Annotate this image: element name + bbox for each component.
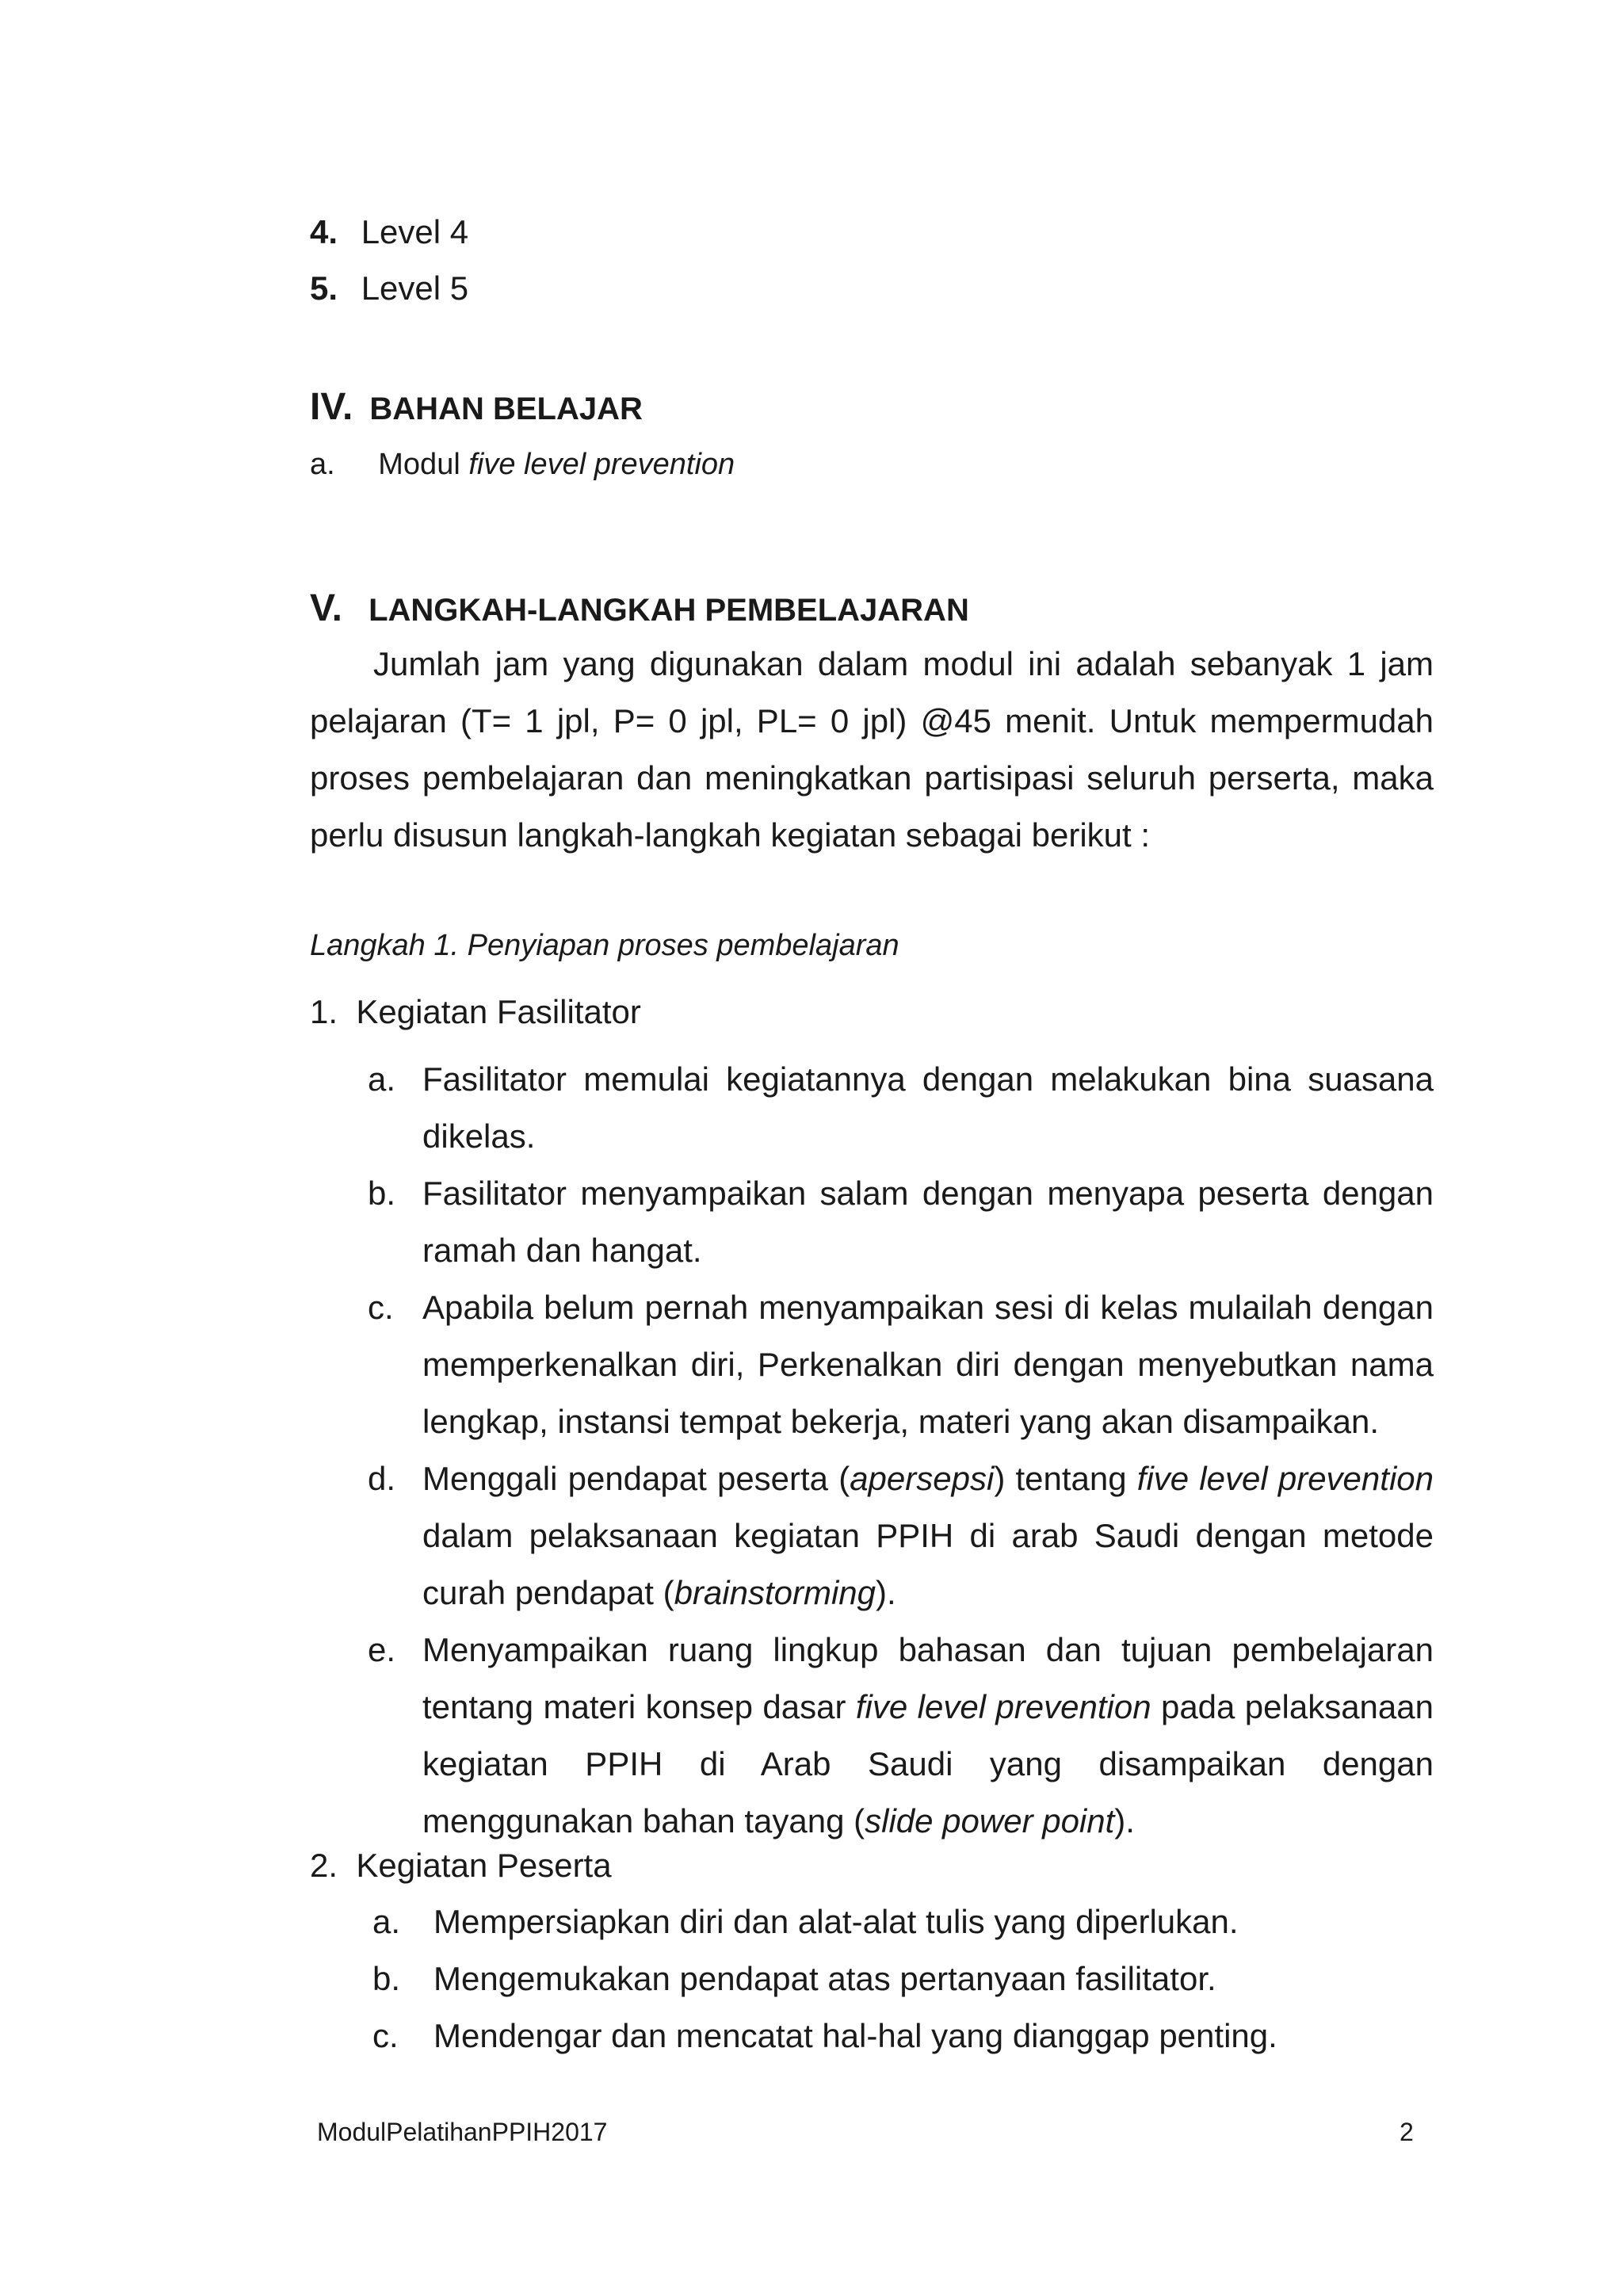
facilitator-item-a xyxy=(422,1051,1434,1165)
participant-item-a xyxy=(372,1903,1239,1940)
item-text: ) tentang xyxy=(994,1460,1137,1497)
item-letter: c. xyxy=(368,1289,394,1326)
item-letter: b. xyxy=(372,1960,401,1997)
step-title: Langkah 1. Penyiapan proses pembelajaran xyxy=(310,929,899,962)
item-text-italic: brainstorming xyxy=(674,1574,876,1611)
participant-item-b xyxy=(372,1960,1216,1997)
facilitator-heading: 1. Kegiatan Fasilitator xyxy=(310,993,641,1030)
item-text: Fasilitator memulai kegiatannya dengan melakukan bina suasana dikelas. xyxy=(422,1060,1434,1155)
paragraph-text: Jumlah jam yang digunakan dalam modul ini adalah sebanyak 1 jam pelajaran (T= 1 jpl, P= 0 jpl, PL= 0 jpl) @45 menit. Untuk mempermudah proses pembelajaran dan meningkatkan partisipasi seluruh perserta, maka perlu disusun langkah-langkah kegiatan sebagai berikut : xyxy=(310,645,1434,854)
item-text-italic: five level prevention xyxy=(855,1688,1151,1725)
item-text-italic: apersepsi xyxy=(850,1460,995,1497)
item-text: Menggali pendapat peserta ( xyxy=(422,1460,850,1497)
participant-item-c xyxy=(372,2017,1277,2054)
item-letter: c. xyxy=(372,2017,399,2054)
footer-title: ModulPelatihanPPIH2017 xyxy=(317,2118,608,2146)
item-text: Mempersiapkan diri dan alat-alat tulis yang diperlukan. xyxy=(433,1903,1239,1940)
item-letter: e. xyxy=(368,1631,396,1668)
section-v-paragraph xyxy=(310,636,1434,864)
section-numeral: V. xyxy=(310,587,342,629)
item-text: ). xyxy=(876,1574,896,1611)
section-numeral: IV. xyxy=(310,386,353,428)
item-letter: d. xyxy=(368,1460,396,1497)
section-title: BAHAN BELAJAR xyxy=(369,392,643,426)
item-letter: a. xyxy=(310,448,335,481)
facilitator-item-c xyxy=(422,1279,1434,1450)
item-text: pada pelaksanaan kegiatan PPIH di Arab Saudi yang disampaikan dengan menggunakan bahan tayang ( xyxy=(422,1688,1434,1839)
item-text: Modul xyxy=(378,448,469,481)
item-text: Mendengar dan mencatat hal-hal yang dianggap penting. xyxy=(433,2017,1277,2054)
facilitator-item-e xyxy=(422,1622,1434,1850)
section-heading-v xyxy=(310,586,969,630)
section-title: LANGKAH-LANGKAH PEMBELAJARAN xyxy=(369,593,969,628)
item-text: dalam pelaksanaan kegiatan PPIH di arab Saudi dengan metode curah pendapat ( xyxy=(422,1517,1434,1611)
list-text: Level 4 xyxy=(361,213,469,250)
item-letter: a. xyxy=(372,1903,401,1940)
page-number: 2 xyxy=(1400,2118,1414,2146)
section-heading-iv xyxy=(310,385,643,429)
list-number: 5. xyxy=(310,269,338,307)
list-item-level-5 xyxy=(310,269,469,307)
item-text: Mengemukakan pendapat atas pertanyaan fasilitator. xyxy=(433,1960,1216,1997)
facilitator-item-d xyxy=(422,1450,1434,1622)
item-text: ). xyxy=(1114,1802,1135,1839)
facilitator-item-b xyxy=(422,1165,1434,1279)
section-iv-item-a xyxy=(310,448,735,482)
list-text: Level 5 xyxy=(361,269,469,307)
item-text: Apabila belum pernah menyampaikan sesi di kelas mulailah dengan memperkenalkan diri, Perkenalkan diri dengan menyebutkan nama lengkap, instansi tempat bekerja, materi yang akan disampaikan. xyxy=(422,1289,1434,1440)
list-item-level-4 xyxy=(310,213,469,250)
item-text-italic: five level prevention xyxy=(1136,1460,1434,1497)
item-letter: a. xyxy=(368,1060,396,1098)
item-text-italic: slide power point xyxy=(865,1802,1115,1839)
item-text: Fasilitator menyampaikan salam dengan menyapa peserta dengan ramah dan hangat. xyxy=(422,1175,1434,1269)
participant-heading: 2. Kegiatan Peserta xyxy=(310,1847,612,1884)
item-text: Menyampaikan ruang lingkup bahasan dan tujuan pembelajaran tentang materi konsep dasar xyxy=(422,1631,1434,1725)
list-number: 4. xyxy=(310,213,338,250)
item-letter: b. xyxy=(368,1175,396,1212)
item-text-italic: five level prevention xyxy=(468,448,735,481)
